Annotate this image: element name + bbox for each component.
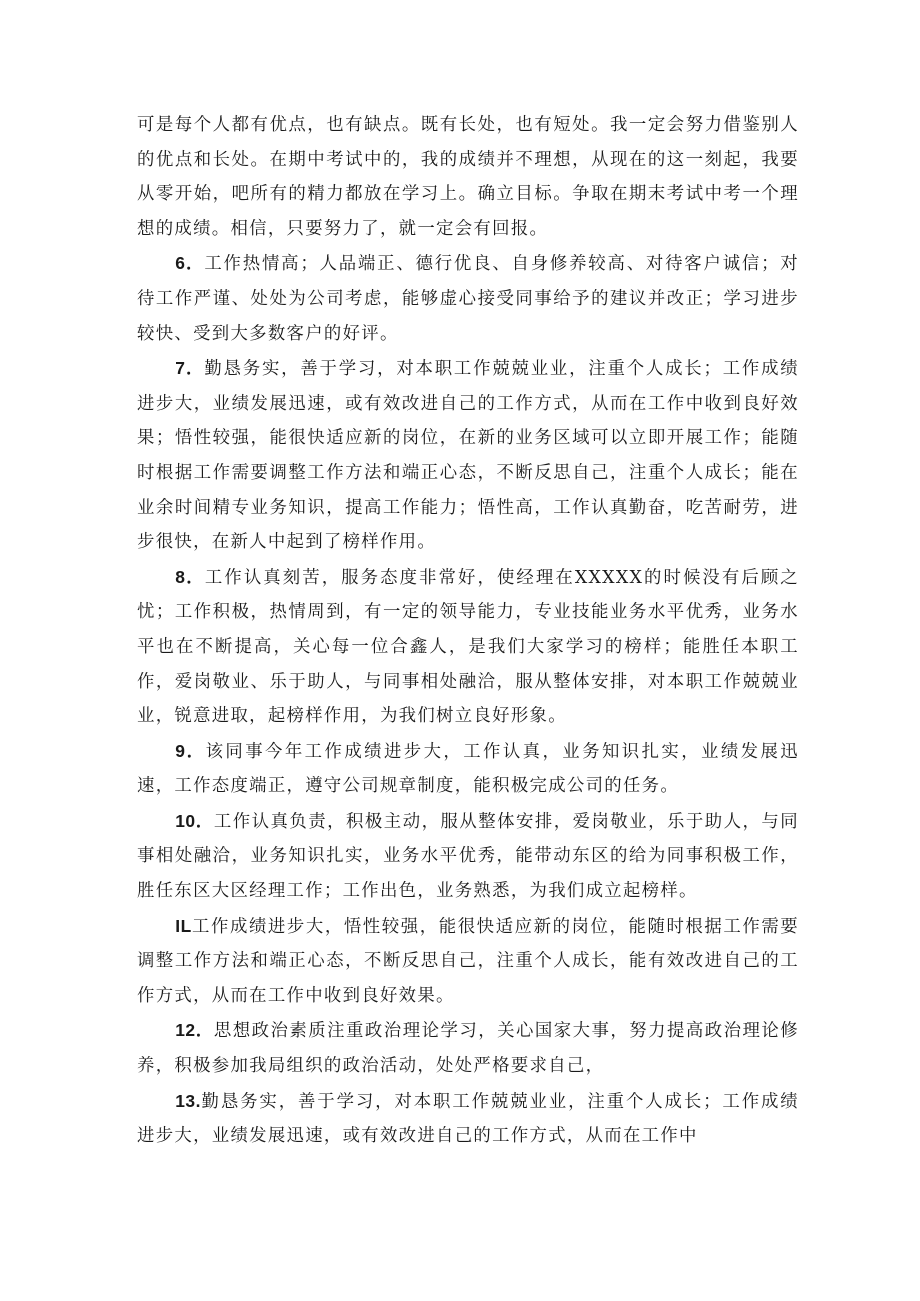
paragraph-item-10 [137,804,799,909]
item-number: 12． [175,1020,214,1041]
item-number: 10． [175,810,214,831]
paragraph-item-8 [137,560,799,734]
paragraph-text: 勤恳务实，善于学习，对本职工作兢兢业业，注重个人成长；工作成绩进步大，业绩发展迅速，或有效改进自己的工作方式，从而在工作中 [137,1091,799,1147]
paragraph-item-9 [137,734,799,804]
paragraph-text: 工作成绩进步大，悟性较强，能很快适应新的岗位，能随时根据工作需要调整工作方法和端正心态，不断反思自己，注重个人成长，能有效改进自己的工作方式，从而在工作中收到良好效果。 [137,916,799,1006]
paragraph-item-13 [137,1084,799,1154]
paragraph-text: 工作热情高；人品端正、德行优良、自身修养较高、对待客户诚信；对待工作严谨、处处为公司考虑，能够虚心接受同事给予的建议并改正；学习进步较快、受到大多数客户的好评。 [137,254,799,344]
paragraph-text: 可是每个人都有优点，也有缺点。既有长处，也有短处。我一定会努力借鉴别人的优点和长处。在期中考试中的，我的成绩并不理想，从现在的这一刻起，我要从零开始，吧所有的精力都放在学习上。确立目标。争取在期末考试中考一个理想的成绩。相信，只要努力了，就一定会有回报。 [137,115,799,239]
paragraph-text: 勤恳务实，善于学习，对本职工作兢兢业业，注重个人成长；工作成绩进步大，业绩发展迅速，或有效改进自己的工作方式，从而在工作中收到良好效果；悟性较强，能很快适应新的岗位，在新的业务区域可以立即开展工作；能随时根据工作需要调整工作方法和端正心态，不断反思自己，注重个人成长；能在业余时间精专业务知识，提高工作能力；悟性高，工作认真勤奋，吃苦耐劳，进步很快，在新人中起到了榜样作用。 [137,359,799,553]
document-body [137,108,799,1154]
paragraph-item-12 [137,1013,799,1083]
paragraph-text: 工作认真刻苦，服务态度非常好，使经理在XXXXX的时候没有后顾之忧；工作积极，热情周到，有一定的领导能力，专业技能业务水平优秀，业务水平也在不断提高，关心每一位合鑫人，是我们大家学习的榜样；能胜任本职工作，爱岗敬业、乐于助人，与同事相处融洽，服从整体安排，对本职工作兢兢业业，锐意进取，起榜样作用，为我们树立良好形象。 [137,567,799,727]
item-number: 6． [175,253,205,274]
item-number: IL [175,915,192,936]
item-number: 7． [175,358,205,379]
paragraph-text: 工作认真负责，积极主动，服从整体安排，爱岗敬业，乐于助人，与同事相处融洽，业务知识扎实，业务水平优秀，能带动东区的给为同事积极工作，胜任东区大区经理工作；工作出色，业务熟悉，为我们成立起榜样。 [137,811,799,902]
item-number: 9． [175,740,206,761]
paragraph-item-6 [137,246,799,351]
paragraph-item-11 [137,909,799,1014]
paragraph-text: 思想政治素质注重政治理论学习，关心国家大事，努力提高政治理论修养，积极参加我局组织的政治活动，处处严格要求自己， [137,1021,799,1077]
paragraph-text: 该同事今年工作成绩进步大，工作认真，业务知识扎实，业绩发展迅速，工作态度端正，遵守公司规章制度，能积极完成公司的任务。 [137,741,799,797]
item-number: 8． [175,566,205,587]
paragraph-item-7 [137,351,799,560]
paragraph-continuation [137,108,799,246]
item-number: 13. [175,1090,201,1111]
